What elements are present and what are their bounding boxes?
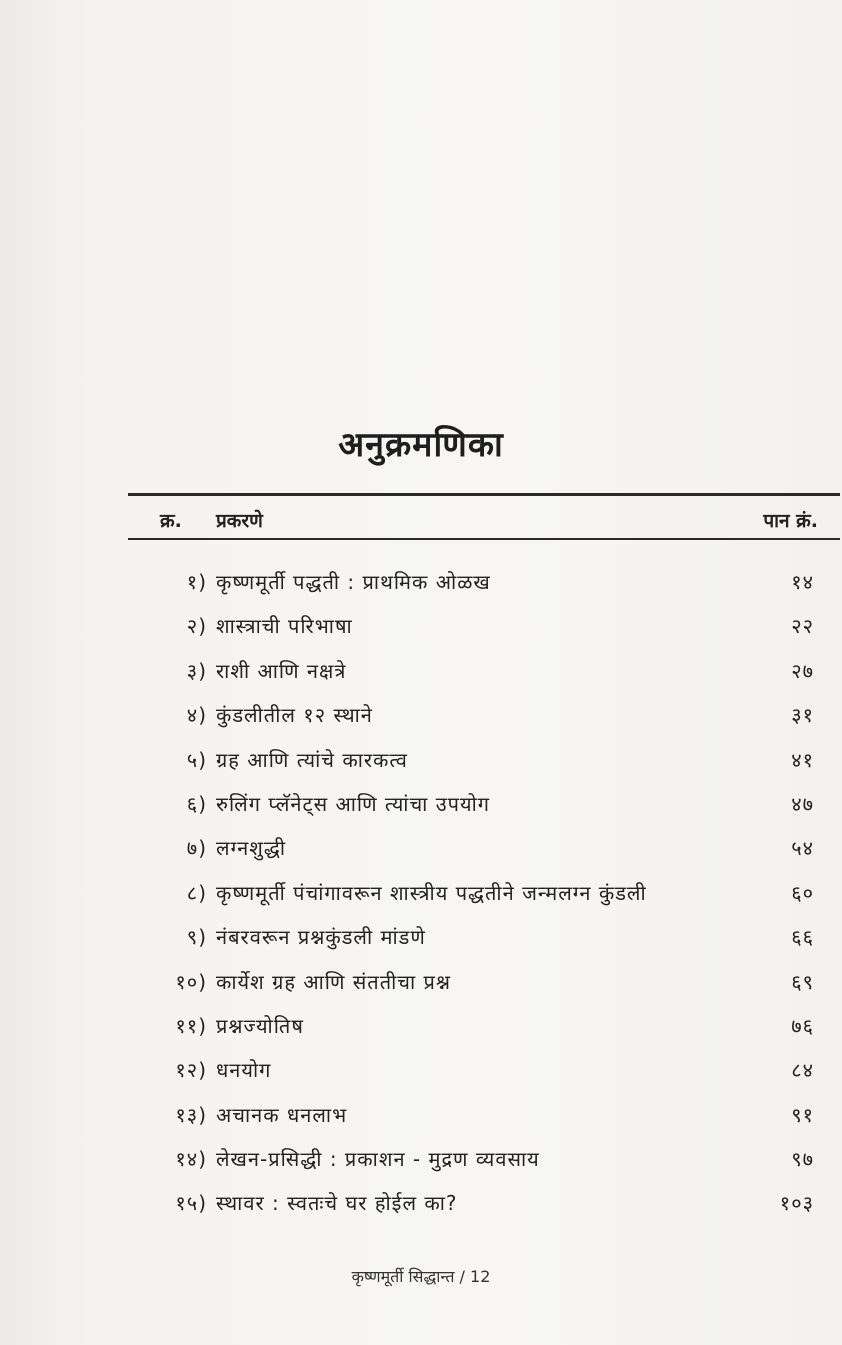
chapter-page: ८४: [791, 1058, 814, 1083]
chapter-page: ६६: [791, 925, 814, 950]
contents-row: [0, 824, 842, 868]
chapter-title: अचानक धनलाभ: [216, 1102, 348, 1127]
contents-row: [0, 780, 842, 824]
chapter-page: २७: [791, 658, 814, 683]
chapter-number: ६): [186, 791, 207, 816]
chapter-title: रुलिंग प्लॅनेट्स आणि त्यांचा उपयोग: [216, 791, 491, 816]
chapter-number: १४): [175, 1147, 207, 1172]
chapter-number: १०): [175, 969, 207, 994]
chapter-number: ४): [186, 703, 207, 728]
chapter-number: १२): [175, 1058, 207, 1083]
chapter-number: २): [186, 614, 207, 639]
contents-row: [0, 1179, 842, 1223]
contents-row: [0, 558, 842, 602]
chapter-title: कुंडलीतील १२ स्थाने: [216, 703, 373, 728]
chapter-title: प्रश्नज्योतिष: [216, 1013, 304, 1038]
contents-row: [0, 869, 842, 913]
contents-list: [0, 558, 842, 1224]
page-title: अनुक्रमणिका: [338, 425, 504, 465]
chapter-number: १): [186, 570, 207, 594]
chapter-title: लेखन-प्रसिद्धी : प्रकाशन - मुद्रण व्यवसाय: [216, 1147, 540, 1172]
contents-row: [0, 913, 842, 957]
chapter-page: ९१: [791, 1102, 814, 1127]
chapter-title: धनयोग: [216, 1058, 272, 1083]
chapter-page: ४७: [791, 791, 814, 816]
chapter-title: ग्रह आणि त्यांचे कारकत्व: [216, 747, 408, 772]
chapter-page: ५४: [791, 836, 814, 861]
contents-row: [0, 602, 842, 646]
table-header-rule: [128, 538, 840, 540]
chapter-number: ७): [186, 836, 207, 861]
chapter-title: कृष्णमूर्ती पंचांगावरून शास्त्रीय पद्धतीने जन्मलग्न कुंडली: [216, 880, 647, 905]
column-chapter-header: प्रकरणे: [216, 510, 263, 532]
column-page-header: पान क्रं.: [763, 510, 818, 532]
chapter-title: स्थावर : स्वतःचे घर होईल का?: [216, 1191, 458, 1216]
contents-row: [0, 647, 842, 691]
chapter-number: १५): [175, 1191, 207, 1216]
chapter-title: कार्येश ग्रह आणि संततीचा प्रश्न: [216, 969, 452, 994]
chapter-title: लग्नशुद्धी: [216, 836, 287, 861]
contents-row: [0, 736, 842, 780]
chapter-page: ९७: [791, 1147, 814, 1172]
chapter-title: नंबरवरून प्रश्नकुंडली मांडणे: [216, 925, 426, 950]
chapter-number: ३): [186, 658, 207, 683]
contents-row: [0, 1091, 842, 1135]
chapter-page: ६०: [791, 880, 814, 905]
chapter-page: ४१: [791, 747, 814, 772]
chapter-title: कृष्णमूर्ती पद्धती : प्राथमिक ओळख: [216, 570, 491, 594]
chapter-number: ५): [186, 747, 207, 772]
chapter-title: राशी आणि नक्षत्रे: [216, 658, 347, 683]
chapter-number: ८): [186, 880, 207, 905]
chapter-page: १०३: [779, 1191, 814, 1216]
contents-row: [0, 691, 842, 735]
column-number-header: क्र.: [160, 510, 182, 532]
chapter-number: ११): [175, 1013, 207, 1038]
page-footer: कृष्णमूर्ती सिद्धान्त / 12: [351, 1267, 491, 1286]
contents-row: [0, 1135, 842, 1179]
chapter-number: १३): [175, 1102, 207, 1127]
chapter-number: ९): [186, 925, 207, 950]
chapter-page: ६९: [791, 969, 814, 994]
contents-row: [0, 1046, 842, 1090]
chapter-page: १४: [791, 570, 814, 594]
chapter-page: २२: [791, 614, 814, 639]
contents-row: [0, 958, 842, 1002]
chapter-title: शास्त्राची परिभाषा: [216, 614, 353, 639]
chapter-page: ७६: [791, 1013, 814, 1038]
table-top-rule: [128, 493, 840, 496]
contents-row: [0, 1002, 842, 1046]
table-header: [128, 505, 840, 535]
chapter-page: ३१: [791, 703, 814, 728]
